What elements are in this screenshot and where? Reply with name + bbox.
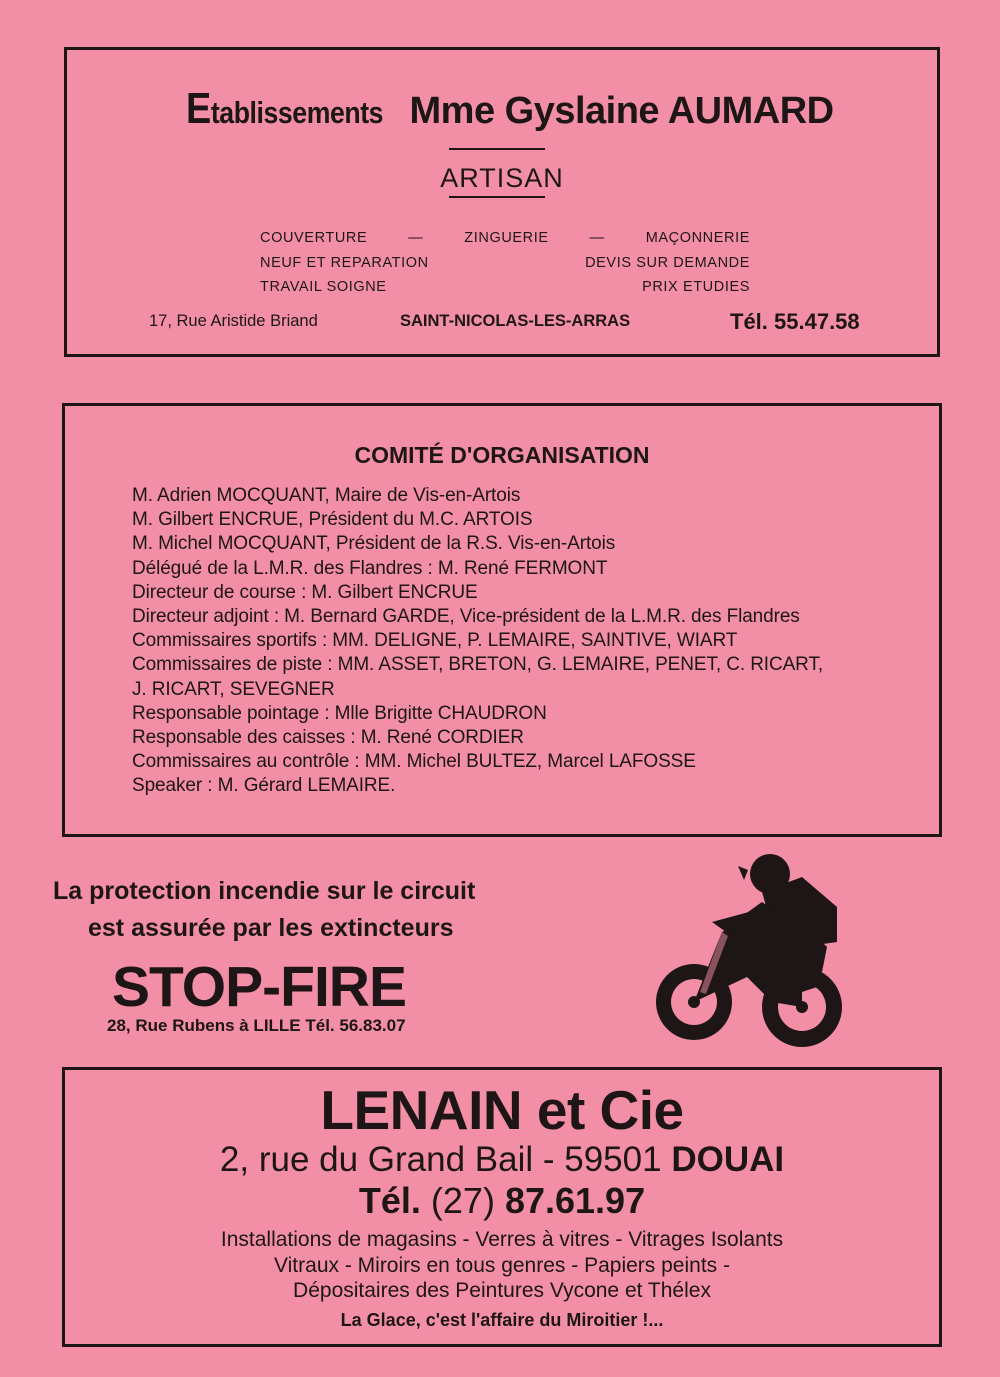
list-item: Responsable des caisses : M. René CORDIER — [132, 727, 524, 749]
divider-bottom — [449, 196, 545, 198]
list-item: Délégué de la L.M.R. des Flandres : M. René FERMONT — [132, 557, 608, 579]
lenain-address: 2, rue du Grand Bail - 59501 — [219, 1140, 662, 1179]
committee-title: COMITÉ D'ORGANISATION — [354, 442, 650, 468]
service-item: MAÇONNERIE — [645, 230, 750, 246]
title-initial: E — [186, 84, 212, 133]
committee-list — [132, 484, 823, 799]
service-item: DEVIS SUR DEMANDE — [585, 254, 750, 271]
aumard-subtitle: ARTISAN — [440, 163, 564, 193]
committee-box — [62, 403, 942, 837]
service-line: Vitraux - Miroirs en tous genres - Papiers peints - — [274, 1253, 730, 1277]
motocross-rider-icon — [652, 852, 852, 1052]
service-item: TRAVAIL SOIGNE — [260, 279, 387, 295]
lenain-services — [65, 1227, 939, 1304]
service-line: Installations de magasins - Verres à vitres - Vitrages Isolants — [220, 1228, 784, 1251]
list-item: Speaker : M. Gérard LEMAIRE. — [132, 775, 396, 797]
list-item: Commissaires sportifs : MM. DELIGNE, P. LEMAIRE, SAINTIVE, WIART — [132, 630, 738, 652]
list-item: Directeur de course : M. Gilbert ENCRUE — [132, 581, 478, 603]
services-grid — [260, 226, 750, 300]
divider-top — [449, 148, 545, 150]
list-item: Commissaires de piste : MM. ASSET, BRETON, G. LEMAIRE, PENET, C. RICART, — [132, 654, 824, 676]
tel-prefix: (27) — [430, 1180, 495, 1221]
aumard-city: SAINT-NICOLAS-LES-ARRAS — [400, 312, 631, 330]
list-item: Directeur adjoint : M. Bernard GARDE, Vice-président de la L.M.R. des Flandres — [132, 606, 800, 628]
fire-protection-line-2: est assurée par les extincteurs — [88, 914, 454, 942]
stopfire-brand: STOP-FIRE — [112, 955, 406, 1019]
service-item: NEUF ET REPARATION — [260, 254, 429, 271]
list-item: M. Michel MOCQUANT, Président de la R.S. Vis-en-Artois — [132, 533, 616, 555]
lenain-phone-line — [65, 1180, 939, 1222]
aumard-title — [67, 84, 937, 134]
services-row-2 — [260, 251, 750, 276]
tel-number: 87.61.97 — [504, 1180, 646, 1221]
service-separator: — — [589, 230, 605, 246]
service-separator: — — [408, 230, 424, 246]
services-row-3 — [260, 275, 750, 300]
list-item: J. RICART, SEVEGNER — [132, 678, 335, 700]
stopfire-address: 28, Rue Rubens à LILLE Tél. 56.83.07 — [107, 1016, 406, 1035]
tel-label: Tél. — [358, 1180, 421, 1221]
ad-aumard — [64, 47, 940, 357]
list-item: Responsable pointage : Mlle Brigitte CHAUDRON — [132, 702, 547, 724]
lenain-title: LENAIN et Cie — [320, 1079, 684, 1141]
ad-lenain — [62, 1067, 942, 1347]
list-item: M. Gilbert ENCRUE, Président du M.C. ARTOIS — [132, 509, 533, 531]
list-item: M. Adrien MOCQUANT, Maire de Vis-en-Artois — [132, 485, 521, 506]
lenain-city: DOUAI — [671, 1140, 785, 1179]
lenain-slogan: La Glace, c'est l'affaire du Miroitier !... — [340, 1310, 664, 1330]
lenain-address-line — [65, 1140, 939, 1180]
service-line: Dépositaires des Peintures Vycone et Thélex — [293, 1279, 711, 1302]
title-owner-name: Mme Gyslaine AUMARD — [409, 90, 834, 132]
service-item: ZINGUERIE — [464, 230, 549, 246]
list-item: Commissaires au contrôle : MM. Michel BULTEZ, Marcel LAFOSSE — [132, 751, 696, 773]
service-item: COUVERTURE — [260, 230, 368, 246]
title-establishments: tablissements — [211, 95, 384, 130]
services-row-1 — [260, 226, 750, 251]
aumard-address: 17, Rue Aristide Briand — [149, 312, 318, 330]
service-item: PRIX ETUDIES — [642, 279, 750, 295]
aumard-phone: Tél. 55.47.58 — [730, 309, 860, 334]
fire-protection-line-1: La protection incendie sur le circuit — [53, 877, 476, 905]
